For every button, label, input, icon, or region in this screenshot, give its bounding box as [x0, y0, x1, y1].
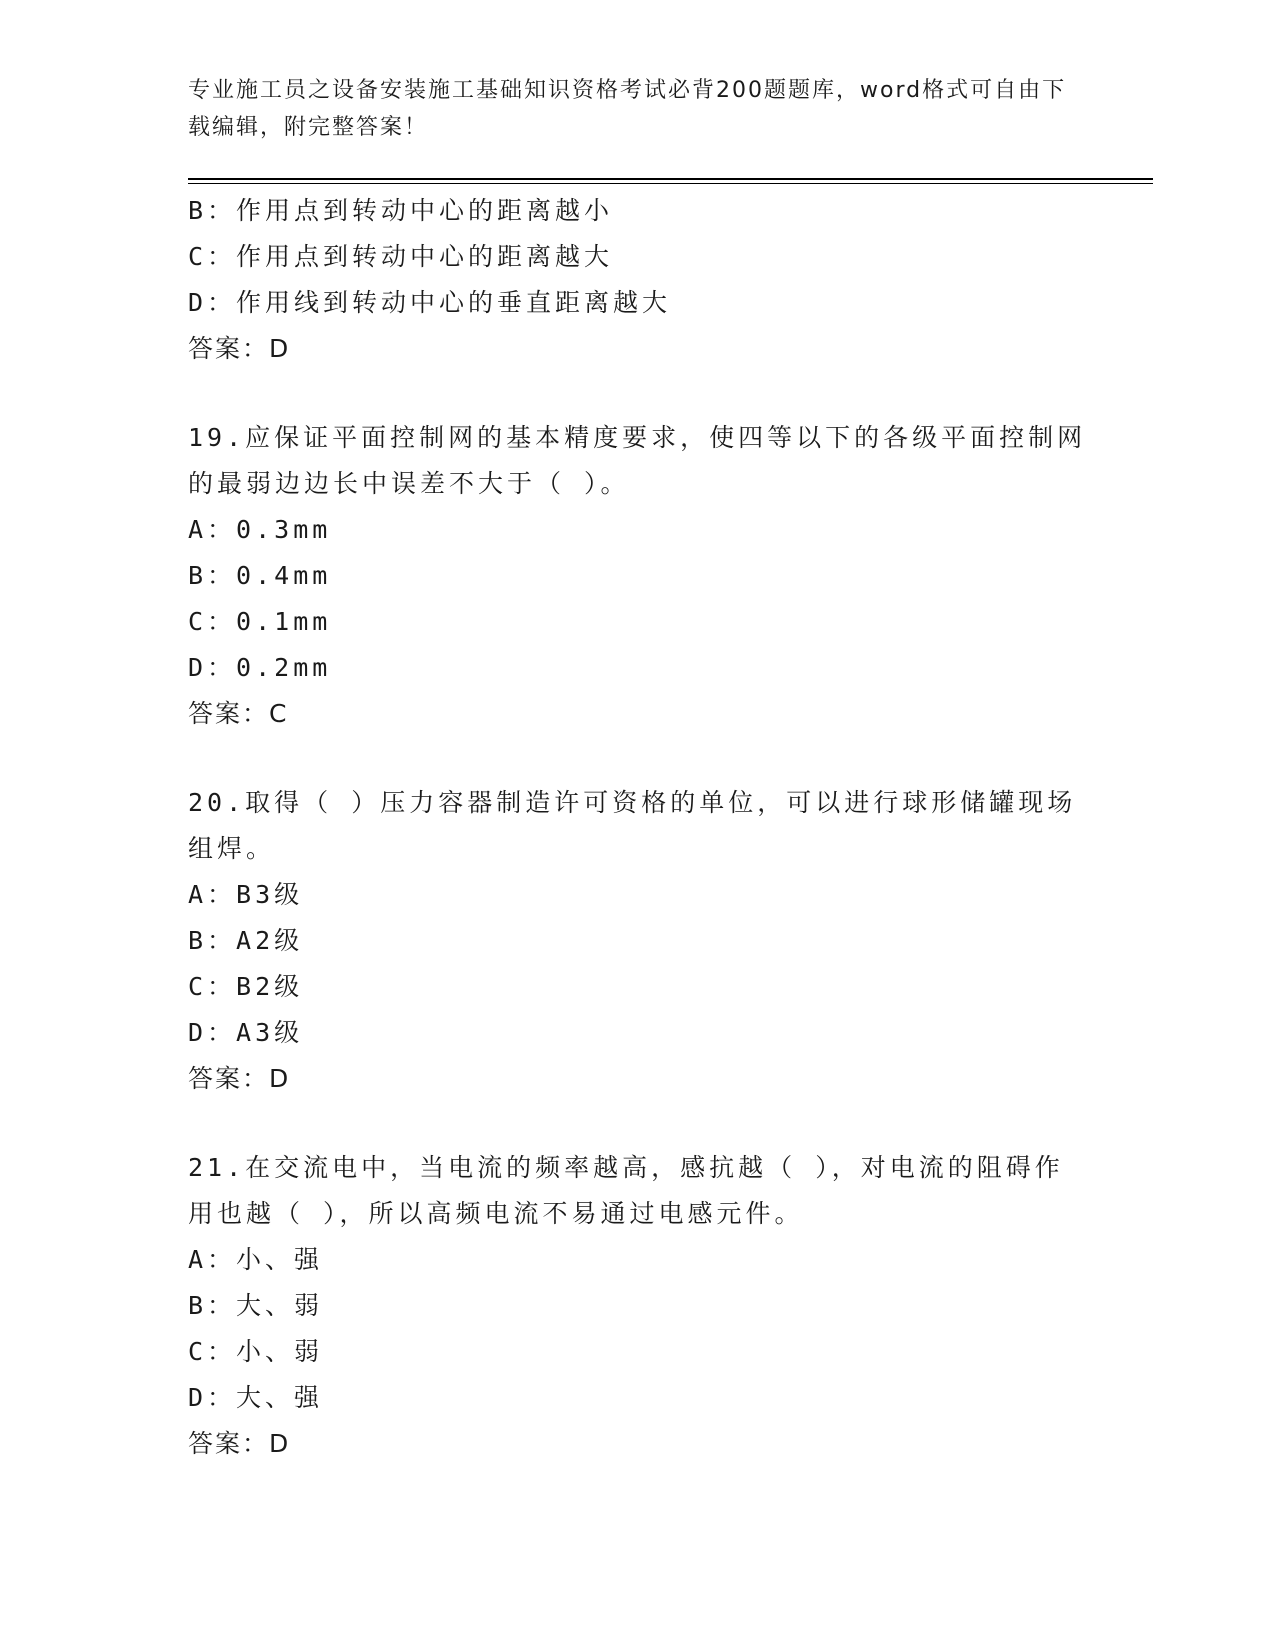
option-d: D：0.2mm: [188, 653, 332, 682]
option-c: C：0.1mm: [188, 607, 332, 636]
option-d: D：大、强: [188, 1383, 324, 1412]
question-text-line-1: 20.取得（ ）压力容器制造许可资格的单位，可以进行球形储罐现场: [188, 788, 1077, 817]
question-20: [188, 780, 1108, 1102]
answer-line: 答案：D: [188, 1429, 291, 1458]
question-list: [188, 188, 1108, 1467]
question-text-line-1: 19.应保证平面控制网的基本精度要求，使四等以下的各级平面控制网: [188, 423, 1087, 452]
option-d: D：A3级: [188, 1018, 304, 1047]
answer-line: 答案：C: [188, 699, 289, 728]
answer-line: 答案：D: [188, 334, 291, 363]
option-b: B：0.4mm: [188, 561, 332, 590]
header-divider-thin: [188, 183, 1153, 184]
header-divider-thick: [188, 178, 1153, 180]
spacer: [188, 737, 1108, 780]
spacer: [188, 1102, 1108, 1145]
question-18-tail: [188, 188, 1108, 372]
question-21: [188, 1145, 1108, 1467]
option-b: B：大、弱: [188, 1291, 324, 1320]
question-text-line-1: 21.在交流电中，当电流的频率越高，感抗越（ ），对电流的阻碍作: [188, 1153, 1064, 1182]
question-text-line-2: 的最弱边边长中误差不大于（ ）。: [188, 469, 630, 498]
option-c: C：B2级: [188, 972, 304, 1001]
option-b: B：A2级: [188, 926, 304, 955]
spacer: [188, 372, 1108, 415]
option-a: A：小、强: [188, 1245, 324, 1274]
question-text-line-2: 组焊。: [188, 834, 276, 863]
document-header: 专业施工员之设备安装施工基础知识资格考试必背200题题库，word格式可自由下载编辑，附完整答案！: [188, 78, 1067, 140]
question-text-line-2: 用也越（ ），所以高频电流不易通过电感元件。: [188, 1199, 804, 1228]
option-b: B：作用点到转动中心的距离越小: [188, 196, 614, 225]
option-a: A：B3级: [188, 880, 304, 909]
question-19: [188, 415, 1108, 737]
answer-line: 答案：D: [188, 1064, 291, 1093]
option-d: D：作用线到转动中心的垂直距离越大: [188, 288, 672, 317]
option-c: C：作用点到转动中心的距离越大: [188, 242, 614, 271]
option-a: A：0.3mm: [188, 515, 332, 544]
option-c: C：小、弱: [188, 1337, 324, 1366]
